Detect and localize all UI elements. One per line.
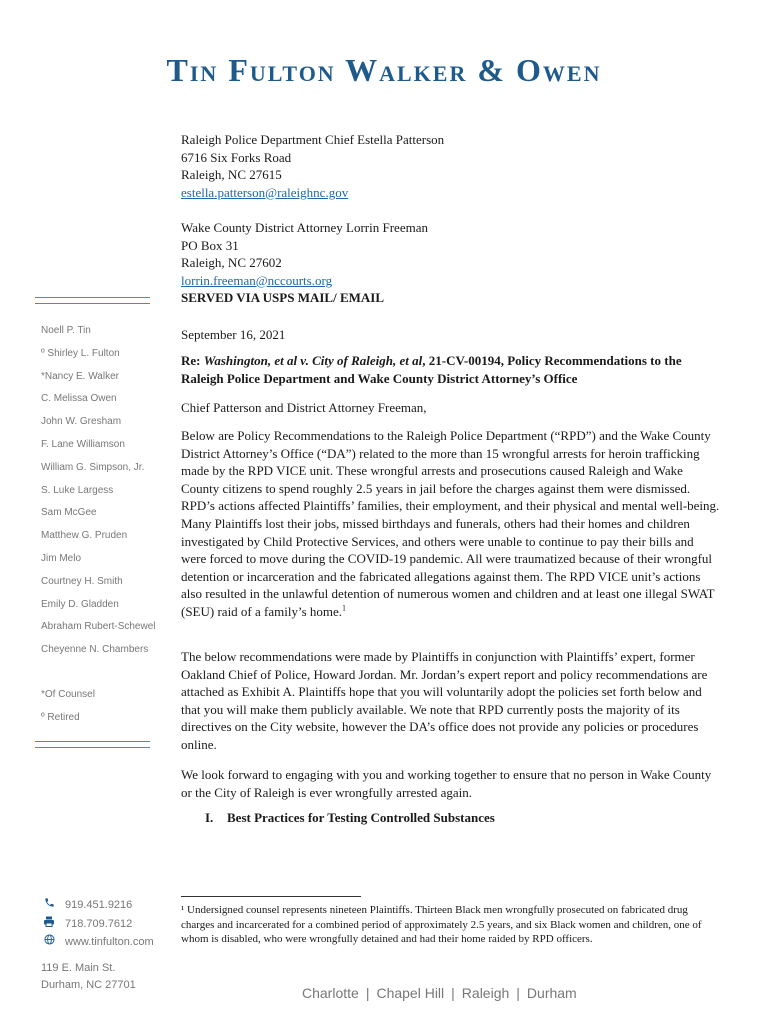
website-link[interactable]: www.tinfulton.com — [65, 936, 154, 948]
recipient-block-police — [181, 131, 444, 201]
letter-date: September 16, 2021 — [181, 327, 286, 342]
service-method: SERVED VIA USPS MAIL/ EMAIL — [181, 290, 385, 305]
divider — [35, 297, 150, 304]
recipient-line: 6716 Six Forks Road — [181, 149, 292, 165]
city-durham: Durham — [526, 985, 577, 1001]
section-number: I. — [205, 810, 214, 825]
re-subject: , 21-CV-00194, Policy Recommendations to the Raleigh Police Department and Wake County District Attorney’s Office — [181, 353, 682, 386]
recipient-line: PO Box 31 — [181, 237, 239, 253]
globe-icon — [41, 934, 57, 948]
firm-name: Tin Fulton Walker & Owen — [166, 52, 602, 88]
paragraph-text: The below recommendations were made by Plaintiffs in conjunction with Plaintiffs’ expert, former Oakland Chief of Police, Howard Jordan. Mr. Jordan’s expert report and policy recommendations are attached as Exhibit A. Plaintiffs hope that you will voluntarily adopt the policies set forth below and that you will make them publicly available. We note that RPD currently posts the majority of its directives on the City website, however the DA’s office does not provide any policies or procedures online. — [181, 649, 708, 752]
roster-item: F. Lane Williamson — [41, 438, 125, 450]
contact-web — [41, 934, 154, 948]
recipient-block-da — [181, 219, 428, 289]
roster-item: Matthew G. Pruden — [41, 530, 128, 542]
recipient-email-link[interactable]: estella.patterson@raleighnc.gov — [181, 184, 349, 200]
paragraph-text: We look forward to engaging with you and working together to ensure that no person in Wake County or the City of Raleigh is ever wrongfully arrested again. — [181, 767, 712, 800]
city-charlotte: Charlotte — [302, 985, 359, 1001]
office-locations: Charlotte | Chapel Hill | Raleigh | Durham — [302, 985, 577, 1001]
roster-note: *Of Counsel — [41, 689, 95, 700]
city-chapel-hill: Chapel Hill — [376, 985, 445, 1001]
roster-item: John W. Gresham — [41, 416, 122, 428]
paragraph-text: Below are Policy Recommendations to the Raleigh Police Department (“RPD”) and the Wake County District Attorney’s Office (“DA”) related to the more than 15 wrongful arrests for heroin trafficking made by the RPD VICE unit. These wrongful arrests and prosecutions caused Raleigh and Wake County citizens to spend roughly 2.5 years in jail before the charges against them were dismissed. RPD’s actions affected Plaintiffs’ families, their employment, and their physical and mental well-being. Many Plaintiffs lost their jobs, missed birthdays and funerals, others had their homes and children investigated by Child Protective Services, and others were unable to continue to pay their bills and were forced to move during the COVID-19 pandemic. All were traumatized because of their wrongful detention or incarceration and the fabricated allegations against them. The RPD VICE unit’s actions also resulted in the unlawful detention of numerous women and children and at least one illegal SWAT (SEU) raid of a family’s home. — [181, 428, 720, 619]
footnote: ¹ Undersigned counsel represents nineteen Plaintiffs. Thirteen Black men wrongfully prosecuted on fabricated drug charges and incarcerated for a combined period of approximately 2.5 years, and six Black women and children, one of whom is disabled, who were wrongfully detained and had their home raided by RPD officers. — [181, 904, 702, 945]
re-prefix: Re: — [181, 353, 204, 368]
section-title: Best Practices for Testing Controlled Substances — [227, 810, 495, 825]
city-raleigh: Raleigh — [461, 985, 510, 1001]
office-line: 119 E. Main St. — [41, 962, 116, 974]
re-line — [181, 352, 721, 387]
roster-item: Noell P. Tin — [41, 325, 91, 336]
roster-note: º Retired — [41, 711, 80, 723]
attorney-roster — [41, 324, 156, 666]
paragraph-3 — [181, 766, 721, 801]
recipient-email-link[interactable]: lorrin.freeman@nccourts.org — [181, 272, 333, 288]
contact-fax — [41, 916, 132, 930]
roster-item: Abraham Rubert-Schewel — [41, 621, 156, 633]
fax-icon — [41, 916, 57, 930]
phone-number[interactable]: 919.451.9216 — [65, 899, 133, 911]
fax-number: 718.709.7612 — [65, 918, 133, 930]
recipient-line: Raleigh Police Department Chief Estella Patterson — [181, 132, 445, 147]
paragraph-1 — [181, 427, 721, 621]
roster-item: º Shirley L. Fulton — [41, 347, 120, 359]
section-heading — [205, 810, 495, 826]
roster-item: C. Melissa Owen — [41, 393, 117, 405]
roster-item: Jim Melo — [41, 552, 82, 564]
recipient-line: Raleigh, NC 27602 — [181, 255, 282, 270]
roster-item: William G. Simpson, Jr. — [41, 461, 145, 473]
roster-item: Emily D. Gladden — [41, 598, 119, 610]
roster-item: Cheyenne N. Chambers — [41, 644, 149, 656]
footnote-divider — [181, 896, 361, 897]
office-address — [41, 960, 136, 993]
office-line: Durham, NC 27701 — [41, 978, 136, 991]
recipient-line: Wake County District Attorney Lorrin Freeman — [181, 220, 428, 235]
contact-phone — [41, 897, 132, 911]
phone-icon — [41, 897, 57, 911]
roster-notes — [41, 689, 95, 735]
roster-item: S. Luke Largess — [41, 484, 114, 496]
footnote-marker: 1 — [342, 603, 347, 613]
roster-item: Sam McGee — [41, 507, 97, 519]
paragraph-2 — [181, 648, 721, 754]
roster-item: *Nancy E. Walker — [41, 370, 119, 382]
roster-item: Courtney H. Smith — [41, 575, 123, 587]
re-case-title: Washington, et al v. City of Raleigh, et al — [203, 353, 423, 368]
divider — [35, 741, 150, 748]
salutation: Chief Patterson and District Attorney Freeman, — [181, 400, 427, 415]
recipient-line: Raleigh, NC 27615 — [181, 167, 282, 182]
